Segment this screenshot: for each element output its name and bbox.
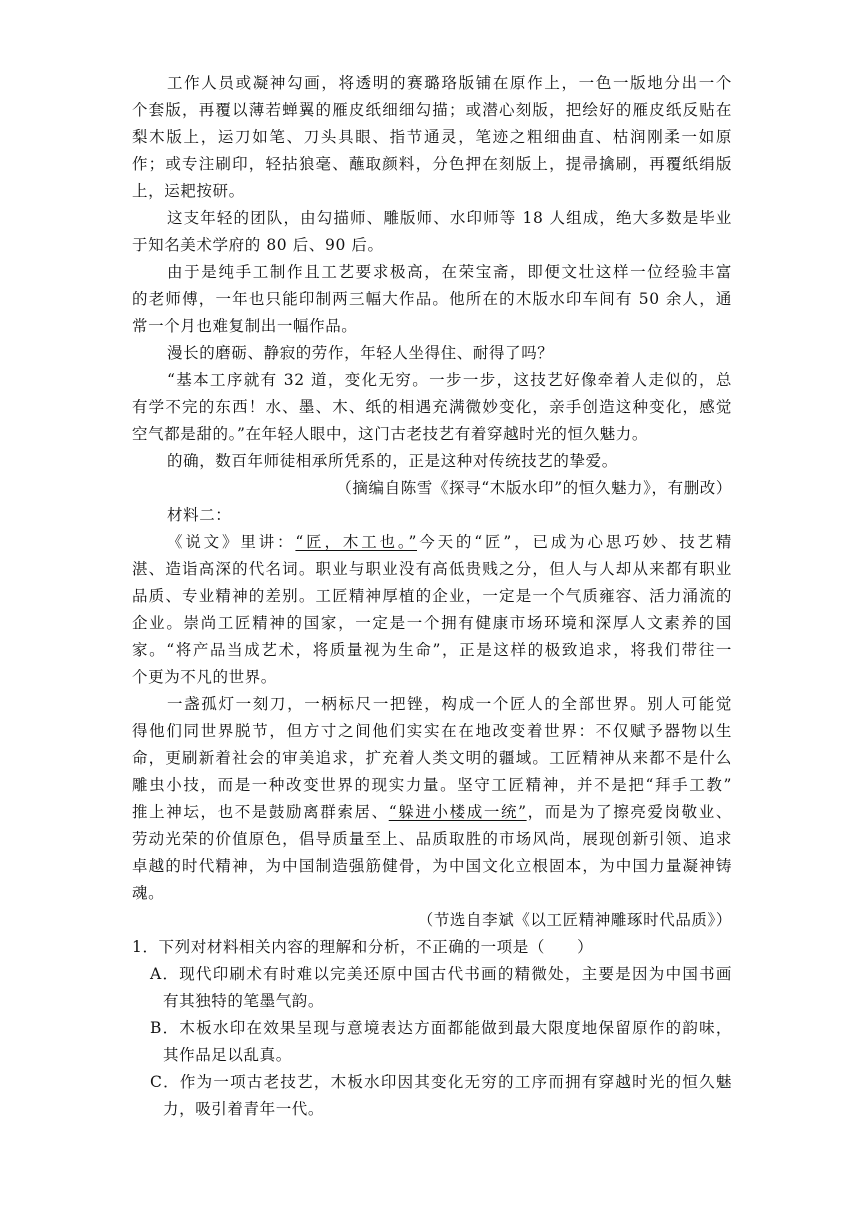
paragraph-line: 个更为不凡的世界。 <box>132 668 277 686</box>
paragraph-line: 湛、造诣高深的代名词。职业与职业没有高低贵贱之分，但人与人却从来都有职业 <box>132 560 732 578</box>
paragraph-line: 家。“将产品当成艺术，将质量视为生命”，正是这样的极致追求，将我们带往一 <box>132 641 732 659</box>
question-stem: 1．下列对材料相关内容的理解和分析，不正确的一项是（ ） <box>132 938 594 956</box>
paragraph-line: 作；或专注刷印，轻拈狼毫、蘸取颜料，分色押在刻版上，提帚擒刷，再覆纸绢版 <box>132 155 732 173</box>
paragraph-line: 的确，数百年师徒相承所凭系的，正是这种对传统技艺的挚爱。 <box>167 452 618 470</box>
paragraph-line: 卓越的时代精神，为中国制造强筋健骨，为中国文化立根固本，为中国力量凝神铸 <box>132 857 732 875</box>
paragraph-line: 命，更刷新着社会的审美追求，扩充着人类文明的疆域。工匠精神从来都不是什么 <box>132 749 732 767</box>
paragraph-line: 上，运耙按研。 <box>132 182 245 200</box>
text-run: ，而是为了擦亮爱岗敬业、 <box>526 803 732 821</box>
paragraph-line: 个套版，再覆以薄若蝉翼的雁皮纸细细勾描；或潜心刻版，把绘好的雁皮纸反贴在 <box>132 101 732 119</box>
paragraph-line: 得他们同世界脱节，但方寸之间他们实实在在地改变着世界：不仅赋予器物以生 <box>132 722 732 740</box>
option-b-continued: 其作品足以乱真。 <box>163 1046 292 1064</box>
paragraph-line: 一盏孤灯一刻刀，一柄标尺一把锉，构成一个匠人的全部世界。别人可能觉 <box>167 695 732 713</box>
paragraph-line: 由于是纯手工制作且工艺要求极高，在荣宝斋，即便文壮这样一位经验丰富 <box>167 263 732 281</box>
paragraph-line: 品质、专业精神的差别。工匠精神厚植的企业，一定是一个气质雍容、活力涌流的 <box>132 587 732 605</box>
paragraph-line: 于知名美术学府的 80 后、90 后。 <box>132 236 384 254</box>
source-citation: （摘编自陈雪《探寻“木版水印”的恒久魅力》，有删改） <box>336 479 732 497</box>
paragraph-line: 空气都是甜的。”在年轻人眼中，这门古老技艺有着穿越时光的恒久魅力。 <box>132 425 648 443</box>
text-run: 推上神坛，也不是鼓励离群索居、 <box>132 803 389 821</box>
paragraph-line: 漫长的磨砺、静寂的劳作，年轻人坐得住、耐得了吗？ <box>167 344 554 362</box>
text-run: 今天的“匠”，已成为心思巧妙、技艺精 <box>417 533 732 551</box>
paragraph-line: 梨木版上，运刀如笔、刀头具眼、指节通灵，笔迹之粗细曲直、枯润刚柔一如原 <box>132 128 732 146</box>
text-run: 《说文》里讲： <box>167 533 296 551</box>
paragraph-line: 劳动光荣的价值原色，倡导质量至上、品质取胜的市场风尚，展现创新引领、追求 <box>132 830 732 848</box>
paragraph-line: 企业。崇尚工匠精神的国家，一定是一个拥有健康市场环境和深厚人文素养的国 <box>132 614 732 632</box>
option-b: B．木板水印在效果呈现与意境表达方面都能做到最大限度地保留原作的韵味， <box>150 1019 732 1037</box>
option-a: A．现代印刷术有时难以完美还原中国古代书画的精微处，主要是因为中国书画 <box>150 965 732 983</box>
source-citation: （节选自李斌《以工匠精神雕琢时代品质》） <box>417 911 732 929</box>
paragraph-line: “基本工序就有 32 道，变化无穷。一步一步，这技艺好像牵着人走似的，总 <box>167 371 732 389</box>
paragraph-line: 这支年轻的团队，由勾描师、雕版师、水印师等 18 人组成，绝大多数是毕业 <box>167 209 732 227</box>
underlined-quote: “躲进小楼成一统” <box>388 803 527 821</box>
paragraph-line: 雕虫小技，而是一种改变世界的现实力量。坚守工匠精神，并不是把“拜手工教” <box>132 776 732 794</box>
option-c-continued: 力，吸引着青年一代。 <box>163 1100 325 1118</box>
paragraph-line: 魂。 <box>132 884 165 902</box>
underlined-quote: “匠，木工也。” <box>295 533 417 551</box>
paragraph-line: 常一个月也难复制出一幅作品。 <box>132 317 358 335</box>
section-label: 材料二： <box>167 506 232 524</box>
paragraph-line: 的老师傅，一年也只能印制两三幅大作品。他所在的木版水印车间有 50 余人，通 <box>132 290 732 308</box>
option-a-continued: 有其独特的笔墨气韵。 <box>163 992 325 1010</box>
paragraph-line: 工作人员或凝神勾画，将透明的赛璐珞版铺在原作上，一色一版地分出一个 <box>167 74 732 92</box>
option-c: C．作为一项古老技艺，木板水印因其变化无穷的工序而拥有穿越时光的恒久魅 <box>150 1073 732 1091</box>
paragraph-line <box>132 799 732 825</box>
paragraph-line: 有学不完的东西！水、墨、木、纸的相遇充满微妙变化，亲手创造这种变化，感觉 <box>132 398 732 416</box>
paragraph-line <box>167 529 732 555</box>
